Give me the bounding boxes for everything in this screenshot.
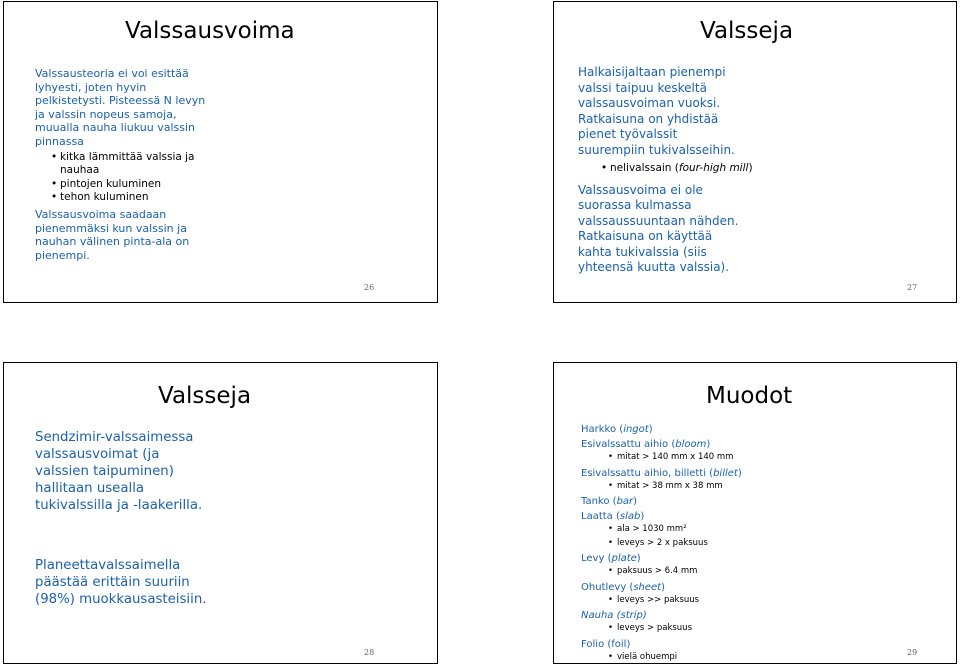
- slide-title: Valsseja: [700, 18, 794, 44]
- slide-27: [553, 1, 957, 303]
- list-item: [581, 423, 742, 436]
- list-item: [581, 609, 742, 622]
- slide-body: [35, 429, 206, 608]
- bullet-list: [35, 151, 205, 205]
- text-line: yhteensä kuutta valssia).: [578, 260, 730, 274]
- bullet-item: • kitka lämmittää valssia ja: [60, 151, 205, 165]
- item-emphasis: billet: [713, 467, 738, 479]
- text-line: valssi taipuu keskeltä: [578, 80, 707, 95]
- item-text-end: ): [661, 581, 666, 593]
- bullet-emphasis: four-high mill: [678, 162, 749, 174]
- text-line: Planeettavalssaimella: [35, 558, 181, 573]
- text-line: ja valssin nopeus samoja,: [35, 107, 177, 121]
- list-item: [581, 495, 742, 508]
- item-text-end: ): [640, 511, 645, 522]
- bullet-continuation: nauhaa: [60, 164, 100, 177]
- bullet-item: • leveys >> paksuus: [617, 594, 742, 608]
- item-text: Folio (foil): [581, 638, 631, 650]
- bullet-item: • pintojen kuluminen: [60, 178, 205, 192]
- item-text: Levy (: [581, 553, 612, 564]
- text-line: valssausvoiman vuoksi.: [578, 96, 721, 110]
- bullet-text: nelivalssain (: [610, 162, 679, 174]
- text-line: valssausvoimat (ja: [35, 447, 160, 462]
- list-item: [581, 638, 742, 651]
- page-number: 28: [364, 648, 375, 657]
- slide-title: Muodot: [706, 383, 793, 409]
- text-line: pienempi.: [35, 248, 90, 262]
- page-number: 29: [907, 648, 918, 657]
- text-line: valssien taipuminen): [35, 464, 174, 479]
- text-line: suorassa kulmassa: [578, 198, 692, 212]
- text-line: Valssausteoria ei voi esittää: [35, 67, 189, 80]
- text-line: tukivalssilla ja -laakerilla.: [35, 498, 203, 513]
- item-text-end: ): [648, 424, 653, 435]
- text-line: pinnassa: [35, 134, 84, 148]
- slide-body: [578, 65, 753, 276]
- list-item: [581, 510, 742, 523]
- text-line: Ratkaisuna on yhdistää: [578, 111, 719, 126]
- item-emphasis: ingot: [623, 424, 649, 435]
- text-line: pienemmäksi kun valssin ja: [35, 221, 187, 235]
- item-emphasis: sheet: [633, 581, 662, 593]
- slide-26: [3, 1, 438, 303]
- item-emphasis: plate: [611, 553, 637, 564]
- slide-28: [3, 362, 438, 664]
- text-line: Halkaisijaltaan pienempi: [578, 65, 726, 79]
- slide-body: [35, 67, 205, 262]
- slide-body: [581, 421, 742, 664]
- bullet-item: • mitat > 140 mm x 140 mm: [617, 451, 742, 465]
- item-text-end: ): [636, 553, 641, 564]
- text-line: nauhan välinen pinta-ala on: [35, 235, 190, 249]
- item-text-end: ): [633, 496, 638, 507]
- text-line: lyhyesti, joten hyvin: [35, 80, 147, 94]
- slide-title: Valsseja: [158, 383, 252, 409]
- slide-29: [553, 362, 957, 664]
- item-text: Harkko (: [581, 424, 624, 435]
- list-item: [581, 552, 742, 565]
- list-item: [581, 467, 742, 480]
- bullet-item: • paksuus > 6.4 mm: [617, 565, 742, 579]
- item-emphasis: bar: [616, 496, 634, 507]
- text-line: päästää erittäin suuriin: [35, 575, 190, 590]
- slide-title: Valssausvoima: [125, 18, 295, 44]
- text-line: muualla nauha liukuu valssin: [35, 121, 195, 135]
- item-text-end: ): [706, 439, 711, 450]
- text-line: kahta tukivalssia (siis: [578, 244, 707, 259]
- bullet-item: • tehon kuluminen: [60, 191, 205, 205]
- bullet-item: • vielä ohuempi: [617, 651, 742, 665]
- bullet-item: • ala > 1030 mm²: [617, 523, 742, 537]
- list-item: [581, 581, 742, 594]
- item-emphasis: Nauha (strip): [581, 610, 647, 621]
- bullet-item: [610, 161, 753, 177]
- item-emphasis: slab: [619, 511, 641, 522]
- item-text: Ohutlevy (: [581, 581, 634, 593]
- bullet-item: • leveys > 2 x paksuus: [617, 537, 742, 551]
- item-emphasis: bloom: [675, 439, 707, 450]
- text-line: Valssausvoima ei ole: [578, 182, 703, 197]
- text-line: pienet työvalssit: [578, 127, 678, 141]
- item-text-end: ): [737, 467, 742, 479]
- bullet-item: • mitat > 38 mm x 38 mm: [617, 480, 742, 494]
- text-line: pelkistetysti. Pisteessä N levyn: [35, 94, 206, 108]
- text-line: valssaussuuntaan nähden.: [578, 213, 739, 228]
- text-line: hallitaan usealla: [35, 481, 145, 496]
- page-number: 27: [907, 283, 918, 292]
- item-text: Esivalssattu aihio, billetti (: [581, 467, 714, 479]
- text-line: Sendzimir-valssaimessa: [35, 430, 194, 445]
- list-item: [581, 438, 742, 451]
- page-number: 26: [364, 283, 375, 292]
- bullet-text-end: ): [748, 162, 753, 174]
- text-line: (98%) muokkausasteisiin.: [35, 592, 207, 607]
- text-line: suurempiin tukivalsseihin.: [578, 142, 735, 157]
- text-line: Valssausvoima saadaan: [35, 207, 167, 221]
- text-line: Ratkaisuna on käyttää: [578, 229, 713, 243]
- item-text: Esivalssattu aihio (: [581, 439, 676, 450]
- bullet-item: • leveys > paksuus: [617, 622, 742, 636]
- item-text: Laatta (: [581, 511, 620, 522]
- item-text: Tanko (: [581, 496, 617, 507]
